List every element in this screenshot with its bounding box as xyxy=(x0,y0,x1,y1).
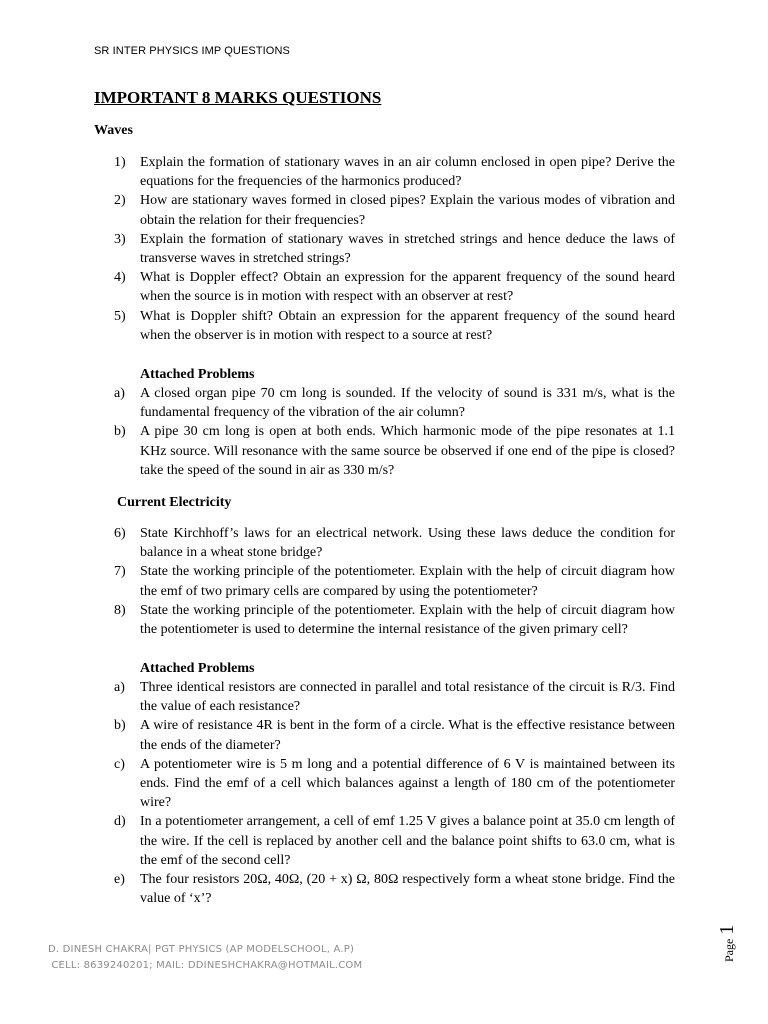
question-text: How are stationary waves formed in closed pipes? Explain the various modes of vibration and obtain the relation for their frequencies? xyxy=(140,193,675,228)
list-item xyxy=(114,153,675,191)
list-item xyxy=(114,812,675,870)
list-item xyxy=(114,191,675,229)
list-marker: b) xyxy=(114,718,126,734)
list-item xyxy=(114,230,675,268)
question-text: State the working principle of the potentiometer. Explain with the help of circuit diagram how the emf of two primary cells are compared by using the potentiometer? xyxy=(140,564,675,599)
question-text: What is Doppler effect? Obtain an expression for the apparent frequency of the sound heard when the source is in motion with respect with an observer at rest? xyxy=(140,270,675,305)
page-number xyxy=(716,922,736,962)
problem-text: A potentiometer wire is 5 m long and a potential difference of 6 V is maintained between its ends. Find the emf of a cell which balances against a length of 180 cm of the potentiometer wire? xyxy=(140,756,675,811)
list-item xyxy=(114,755,675,813)
list-item xyxy=(114,716,675,754)
problem-text: A pipe 30 cm long is open at both ends. Which harmonic mode of the pipe resonates at 1.1 KHz source. Will resonance with the same source be observed if one end of the pipe is closed? take the speed of the sound in air as 330 m/s? xyxy=(140,424,675,478)
page-title: IMPORTANT 8 MARKS QUESTIONS xyxy=(94,88,382,107)
list-marker: a) xyxy=(114,386,125,401)
list-marker: 7) xyxy=(114,564,126,580)
current-question-list xyxy=(114,524,675,639)
section-heading-current-electricity: Current Electricity xyxy=(117,495,232,510)
list-marker: e) xyxy=(114,872,125,888)
list-item xyxy=(114,678,675,716)
list-marker: 4) xyxy=(114,270,126,286)
waves-problem-list xyxy=(114,384,675,480)
question-text: Explain the formation of stationary waves in an air column enclosed in open pipe? Derive the equations for the frequencies of the harmonics produced? xyxy=(140,155,675,190)
page-header: SR INTER PHYSICS IMP QUESTIONS xyxy=(94,45,290,57)
attached-problems-heading-waves: Attached Problems xyxy=(140,367,255,382)
question-text: State Kirchhoff’s laws for an electrical network. Using these laws deduce the condition for balance in a wheat stone bridge? xyxy=(140,526,675,561)
problem-text: A closed organ pipe 70 cm long is sounded. If the velocity of sound is 331 m/s, what is the fundamental frequency of the vibration of the air column? xyxy=(140,386,675,421)
page-number-value: 1 xyxy=(716,924,738,935)
list-marker: a) xyxy=(114,680,125,695)
footer-author-line: D. DINESH CHAKRA| PGT PHYSICS (AP MODELSCHOOL, A.P) xyxy=(48,944,355,955)
problem-text: In a potentiometer arrangement, a cell of emf 1.25 V gives a balance point at 35.0 cm length of the wire. If the cell is replaced by another cell and the balance point shifts to 63.0 cm, what is the emf of the second cell? xyxy=(140,814,675,868)
problem-text: Three identical resistors are connected in parallel and total resistance of the circuit is R/3. Find the value of each resistance? xyxy=(140,680,675,715)
list-item xyxy=(114,307,675,345)
waves-question-list xyxy=(114,153,675,345)
list-marker: 5) xyxy=(114,308,126,324)
page-footer xyxy=(48,942,362,974)
question-text: Explain the formation of stationary waves in stretched strings and hence deduce the laws of transverse waves in stretched strings? xyxy=(140,231,675,267)
list-marker: 6) xyxy=(114,526,126,541)
list-marker: 8) xyxy=(114,602,126,618)
list-marker: 2) xyxy=(114,193,126,209)
current-problem-list xyxy=(114,678,675,908)
list-marker: 1) xyxy=(114,155,126,170)
list-item xyxy=(114,384,675,422)
list-marker: 3) xyxy=(114,231,126,247)
list-item xyxy=(114,524,675,562)
section-heading-waves: Waves xyxy=(94,123,133,138)
list-item xyxy=(114,268,675,306)
question-text: What is Doppler shift? Obtain an expression for the apparent frequency of the sound heard when the observer is in motion with respect to a source at rest? xyxy=(140,308,675,343)
list-marker: c) xyxy=(114,756,125,772)
attached-problems-heading-current: Attached Problems xyxy=(140,661,255,676)
problem-text: The four resistors 20Ω, 40Ω, (20 + x) Ω, 80Ω respectively form a wheat stone bridge. Find the value of ‘x’? xyxy=(140,872,675,907)
list-item xyxy=(114,422,675,480)
list-item xyxy=(114,870,675,908)
page-label: Page xyxy=(722,938,736,962)
question-text: State the working principle of the potentiometer. Explain with the help of circuit diagram how the potentiometer is used to determine the internal resistance of the given primary cell? xyxy=(140,602,675,638)
list-item xyxy=(114,562,675,600)
footer-contact-line: CELL: 8639240201; MAIL: DDINESHCHAKRA@HOTMAIL.COM xyxy=(48,960,363,971)
list-marker: b) xyxy=(114,424,126,440)
list-marker: d) xyxy=(114,814,126,830)
list-item xyxy=(114,601,675,639)
problem-text: A wire of resistance 4R is bent in the form of a circle. What is the effective resistance between the ends of the diameter? xyxy=(140,718,675,753)
